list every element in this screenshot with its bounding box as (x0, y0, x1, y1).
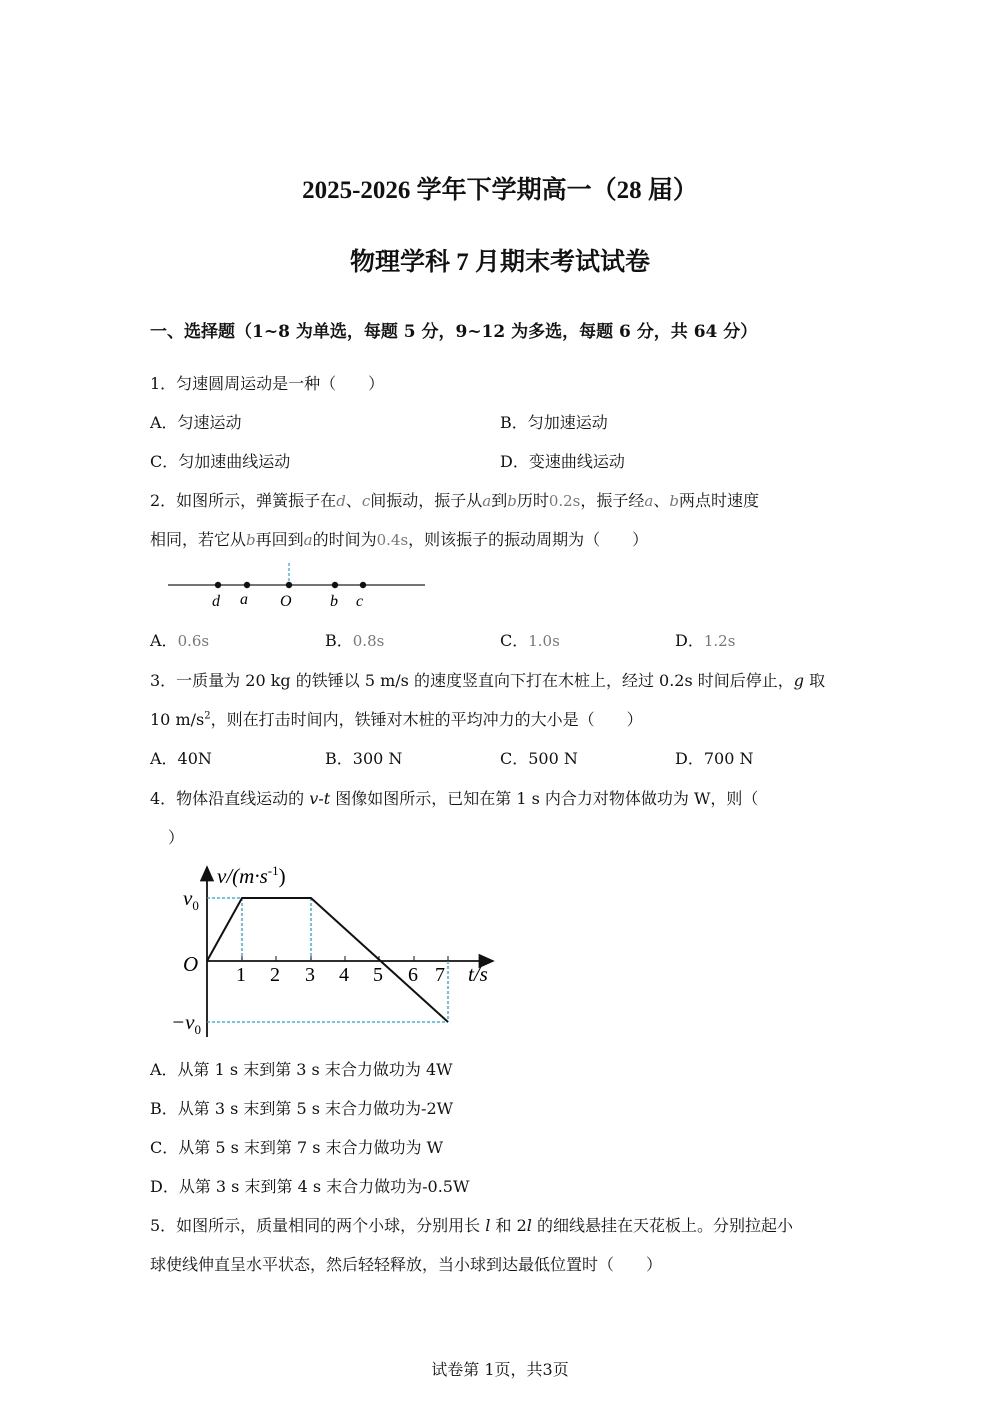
y-axis-label: $v/(m\cdot s^{-1})$ (217, 863, 286, 888)
v0-label: $v_0$ (183, 886, 199, 913)
q3-option-a: A．40N (150, 749, 212, 768)
figure-label-a: a (240, 591, 248, 608)
q1-option-b: B．匀加速运动 (500, 413, 608, 432)
q3-stem-line1: 3．一质量为 20 kg 的铁锤以 5 m/s 的速度竖直向下打在木桩上，经过 0.2s 时间后停止，g 取 (150, 671, 826, 690)
origin-label: O (183, 952, 199, 976)
figure-label-o: O (280, 593, 292, 610)
vt-line (207, 898, 448, 1022)
q2-option-b: B．0.8s (325, 631, 385, 650)
q4-option-a: A．从第 1 s 末到第 3 s 末合力做功为 4W (150, 1060, 453, 1079)
x-tick-6: 6 (408, 964, 418, 986)
figure-label-c: c (356, 593, 364, 610)
exam-title-line1: 2025-2026 学年下学期高一（28 届） (302, 177, 698, 204)
q3-stem-line2: 10 $m/s^2$，则在打击时间内，铁锤对木桩的平均冲力的大小是（ ） (150, 710, 643, 729)
q5-stem-line1: 5．如图所示，质量相同的两个小球，分别用长 l 和 2l 的细线悬挂在天花板上。分别拉起小 (150, 1216, 793, 1235)
q3-option-c: C．500 N (500, 749, 578, 768)
neg-v0-label: $-v_0$ (171, 1010, 201, 1037)
q1-stem: 1．匀速圆周运动是一种（ ） (150, 374, 385, 393)
q2-stem-line1: 2．如图所示，弹簧振子在d、c间振动，振子从a到b历时0.2s，振子经a、b两点时速度 (150, 491, 759, 510)
q1-option-a: A．匀速运动 (150, 413, 242, 432)
x-tick-7: 7 (435, 964, 445, 986)
q1-option-d: D．变速曲线运动 (500, 452, 625, 471)
page-footer: 试卷第 1页，共3页 (431, 1360, 569, 1379)
q2-stem-line2: 相同，若它从b再回到a的时间为0.4s，则该振子的振动周期为（ ） (150, 530, 649, 549)
q2-oscillator-figure (160, 560, 440, 615)
figure-label-d: d (212, 593, 220, 610)
q5-stem-line2: 球使线伸直呈水平状态，然后轻轻释放，当小球到达最低位置时（ ） (150, 1255, 663, 1274)
x-tick-3: 3 (305, 964, 315, 986)
x-tick-1: 1 (236, 964, 246, 986)
x-tick-2: 2 (270, 964, 280, 986)
q2-option-d: D．1.2s (675, 631, 736, 650)
q4-stem-line1: 4．物体沿直线运动的 v-t 图像如图所示，已知在第 1 s 内合力对物体做功为 W，则（ (150, 789, 759, 808)
q4-option-d: D．从第 3 s 末到第 4 s 末合力做功为-0.5W (150, 1177, 470, 1196)
section-heading: 一、选择题（1~8 为单选，每题 5 分，9~12 为多选，每题 6 分，共 64 分） (150, 322, 758, 342)
q4-option-b: B．从第 3 s 末到第 5 s 末合力做功为-2W (150, 1099, 454, 1118)
x-axis-label: t/s (468, 962, 488, 986)
figure-label-b: b (330, 593, 338, 610)
q2-option-a: A．0.6s (150, 631, 210, 650)
x-tick-5: 5 (373, 964, 383, 986)
q3-option-b: B．300 N (325, 749, 403, 768)
q2-option-c: C．1.0s (500, 631, 560, 650)
q1-option-c: C．匀加速曲线运动 (150, 452, 291, 471)
q4-stem-line2: ） (168, 828, 185, 847)
x-tick-4: 4 (339, 964, 349, 986)
exam-title-line2: 物理学科 7 月期末考试试卷 (349, 249, 650, 276)
q4-vt-graph (165, 855, 500, 1045)
q3-option-d: D．700 N (675, 749, 754, 768)
q4-option-c: C．从第 5 s 末到第 7 s 末合力做功为 W (150, 1138, 444, 1157)
